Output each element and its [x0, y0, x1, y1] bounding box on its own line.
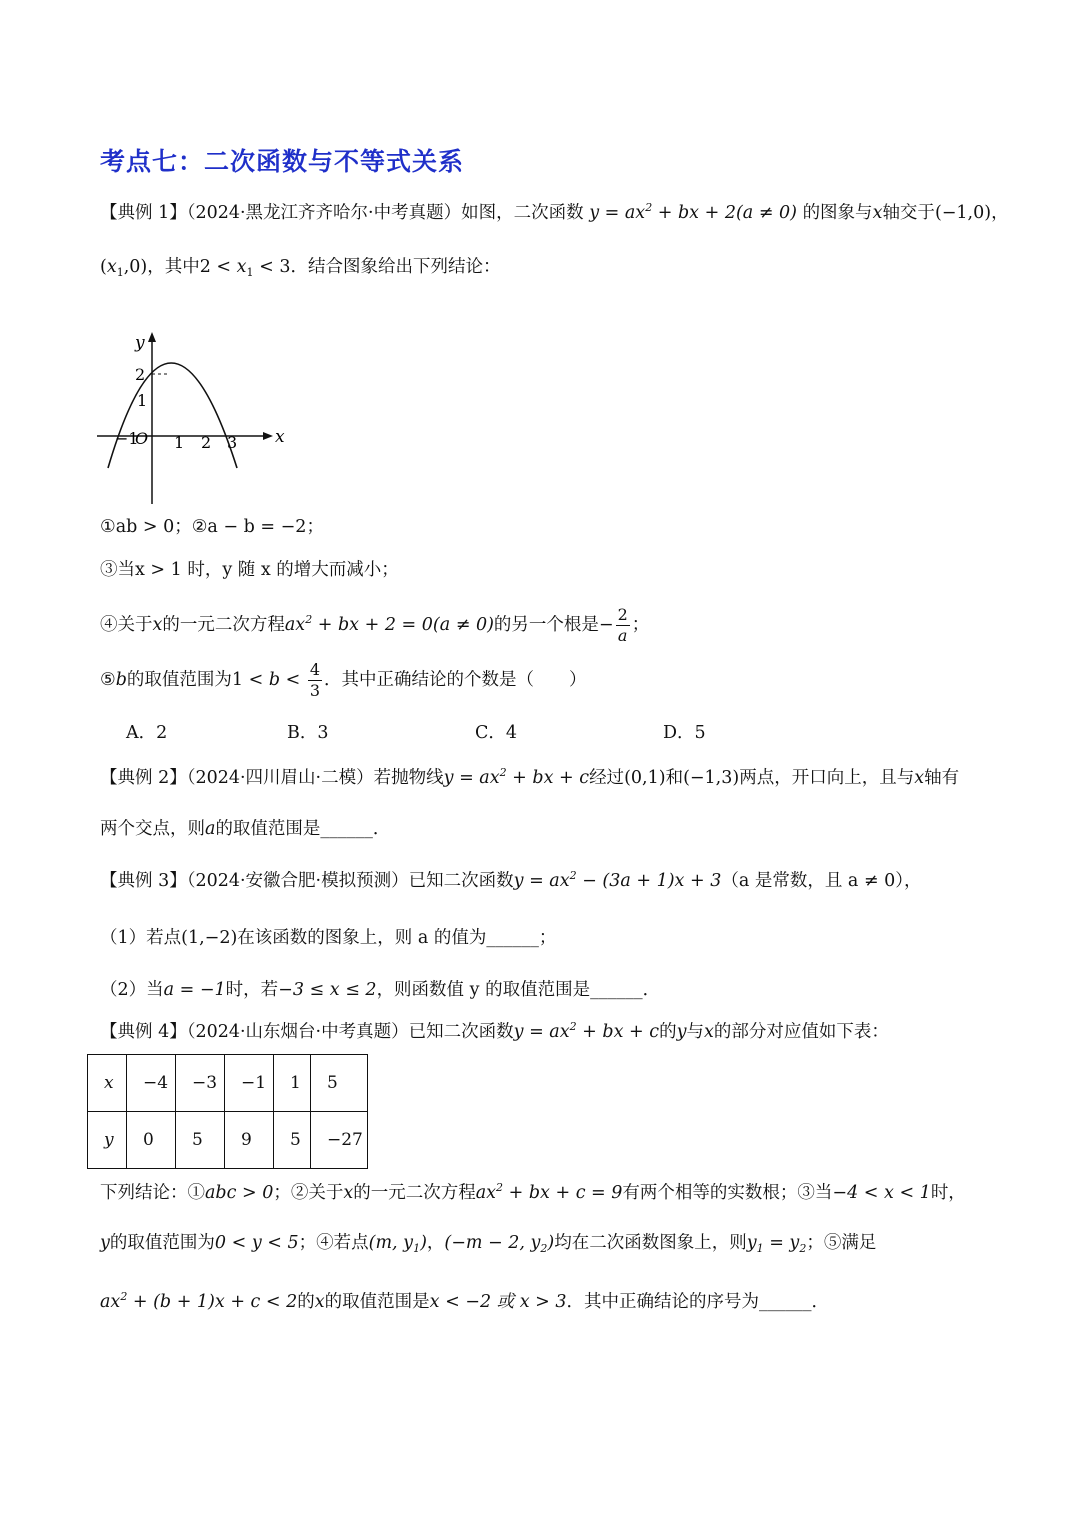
- example4-line1: 【典例 4】（2024·山东烟台·中考真题）已知二次函数$y = ax^2$ + bx + c的y与x的部分对应值如下表：: [100, 1020, 889, 1042]
- section-title: 考点七：二次函数与不等式关系: [100, 147, 465, 176]
- example3-text-b: （a 是常数，且 a ≠ 0），: [721, 871, 922, 891]
- example3-q2-a: （2）当: [100, 980, 164, 1000]
- example1-text-b: 的图象与: [802, 203, 873, 223]
- example2-text-d: 两点，开口向上，且与: [739, 768, 915, 788]
- example3-line1: [100, 871, 922, 892]
- x-tick-1: 1: [174, 433, 185, 452]
- c4-equation: $ax^2$ + bx + 2 = 0(a ≠ 0): [284, 613, 494, 635]
- conclusion-1-2: ①ab > 0；②a − b = −2；: [100, 517, 324, 537]
- example2-text-c: 和: [665, 768, 684, 788]
- y-tick-1: 1: [137, 391, 148, 410]
- example2-text-a: 若抛物线: [373, 768, 444, 788]
- conclusion-4: ④关于x的一元二次方程$ax^2$ + bx + 2 = 0(a ≠ 0)的另一个根是− $\frac{2}{a}$ ；: [100, 605, 650, 645]
- example4-l1-b: ；②关于: [273, 1183, 344, 1203]
- example1-text: 如图，二次函数: [461, 203, 584, 223]
- c5-frac-den: 3: [309, 681, 321, 700]
- example3-q2-range: −3 ≤ x ≤ 2: [278, 980, 377, 1000]
- table-cell: −1: [225, 1055, 274, 1112]
- example4-l1-e: 时，: [930, 1183, 966, 1203]
- example4-text-c: 与: [686, 1022, 704, 1042]
- example4-text-a: 已知二次函数: [408, 1022, 514, 1042]
- example4-l2-p1: (m, $y_1$): [368, 1233, 427, 1255]
- example1-point1: (−1,0): [934, 203, 992, 223]
- example4-l2-a: 的取值范围为: [109, 1233, 215, 1253]
- example1-tag: 【典例 1】: [100, 203, 187, 223]
- table-row: [88, 1112, 368, 1169]
- example2-line2: 两个交点，则a的取值范围是______．: [100, 819, 391, 839]
- conclusion-3: ③当x > 1 时，y 随 x 的增大而减小；: [100, 560, 399, 580]
- example3-tag: 【典例 3】: [100, 871, 187, 891]
- example4-l2-range: 0 < y < 5: [214, 1233, 299, 1253]
- example4-l1-d: 有两个相等的实数根；③当: [622, 1183, 833, 1203]
- x-axis-label: x: [275, 427, 285, 447]
- option-c[interactable]: C．4: [475, 723, 518, 743]
- values-table: [87, 1054, 368, 1169]
- x-axis-arrow-icon: [263, 432, 273, 440]
- example2-tag: 【典例 2】: [100, 768, 187, 788]
- parabola-curve: [108, 363, 237, 468]
- example2-text-e: 轴有: [924, 768, 960, 788]
- example1-source: （2024·黑龙江齐齐哈尔·中考真题）: [186, 203, 462, 223]
- example2-text-b: 经过: [589, 768, 625, 788]
- example1-text-d: ，其中: [147, 257, 200, 277]
- example1-formula: $y = ax^2$ + bx + 2(a ≠ 0): [589, 201, 797, 223]
- table-cell: −3: [176, 1055, 225, 1112]
- example2-source: （2024·四川眉山·二模）: [186, 768, 374, 788]
- c5-frac-num: 4: [309, 660, 321, 679]
- example4-l2-eq: $y_1 = y_2$: [746, 1233, 807, 1255]
- example2-point2: (−1,3): [683, 768, 740, 788]
- example4-l1-range: −4 < x < 1: [832, 1183, 931, 1203]
- c4-text-b: 的一元二次方程: [162, 615, 285, 635]
- conclusion-5: ⑤b的取值范围为1 < b < $\frac{4}{3}$ ．其中正确结论的个数是（ ）: [100, 660, 587, 700]
- example3-q1-b: 在该函数的图象上，则 a 的值为______；: [237, 928, 557, 948]
- table-cell: 5: [176, 1112, 225, 1169]
- example4-text-b: 的: [659, 1022, 677, 1042]
- option-d[interactable]: D．5: [663, 723, 706, 743]
- c5-text-b: 的取值范围为: [126, 670, 232, 690]
- c5-text-a: ⑤: [100, 670, 116, 690]
- example4-l2-b: ；④若点: [298, 1233, 369, 1253]
- y-axis-label: y: [135, 333, 145, 353]
- example3-q2-c: ，则函数值 y 的取值范围是______．: [376, 980, 661, 1000]
- example4-l2-d: 均在二次函数图象上，则: [554, 1233, 747, 1253]
- table-row: [88, 1055, 368, 1112]
- c5-fraction: [308, 660, 322, 701]
- origin-label: O: [135, 429, 149, 448]
- example4-l2-c: ，: [426, 1233, 445, 1253]
- option-a[interactable]: A．2: [126, 723, 168, 743]
- example4-l1-c: 的一元二次方程: [353, 1183, 476, 1203]
- c5-text-c: ．其中正确结论的个数是（ ）: [324, 670, 587, 690]
- table-cell: 0: [127, 1112, 176, 1169]
- example3-q1-point: (1,−2): [181, 928, 238, 948]
- c4-x-symbol: x: [152, 615, 163, 635]
- example4-conclusions-line1: 下列结论：①abc > 0；②关于x的一元二次方程$ax^2$ + bx + c = 9有两个相等的实数根；③当−4 < x < 1时，: [100, 1181, 966, 1203]
- example2-line2-b: 的取值范围是______．: [215, 819, 391, 839]
- option-b[interactable]: B．3: [287, 723, 329, 743]
- c4-fraction: [616, 605, 630, 646]
- example4-text-d: 的部分对应值如下表：: [713, 1022, 889, 1042]
- example1-x-symbol: x: [872, 203, 883, 223]
- parabola-graph: [95, 328, 285, 504]
- example3-q1-a: （1）若点: [100, 928, 182, 948]
- example4-l3-a: 的: [297, 1292, 315, 1312]
- y-tick-2: 2: [135, 365, 146, 384]
- example4-tag: 【典例 4】: [100, 1022, 187, 1042]
- example1-line1: 【典例 1】（2024·黑龙江齐齐哈尔·中考真题）如图，二次函数 $y = ax^2$ + bx + 2(a ≠ 0) 的图象与x轴交于(−1,0)，: [100, 201, 1009, 223]
- example4-conclusions-line3: $ax^2 + (b + 1)x + c < 2$的x的取值范围是x < −2 或 x > 3．其中正确结论的序号为______．: [100, 1290, 830, 1312]
- example4-conclusions-line2: y的取值范围为0 < y < 5；④若点(m, $y_1$)，(−m − 2, $y_2$)均在二次函数图象上，则$y_1 = y_2$；⑤满足: [100, 1233, 877, 1255]
- table-cell: 1: [274, 1055, 311, 1112]
- table-cell: −4: [127, 1055, 176, 1112]
- example1-point2: $(x_1,0)$: [100, 257, 148, 279]
- example2-point1: (0,1): [624, 768, 666, 788]
- example2-formula: $y = ax^2$ + bx + c: [443, 766, 590, 788]
- table-cell: 5: [274, 1112, 311, 1169]
- example3-source: （2024·安徽合肥·模拟预测）: [186, 871, 409, 891]
- example4-source: （2024·山东烟台·中考真题）: [186, 1022, 409, 1042]
- y-axis-arrow-icon: [148, 332, 156, 342]
- table-header-x: x: [88, 1055, 127, 1112]
- c4-frac-num: 2: [617, 605, 628, 624]
- example4-l3-b: 的取值范围是: [324, 1292, 430, 1312]
- table-cell: 5: [311, 1055, 368, 1112]
- c4-text-a: ④关于: [100, 615, 153, 635]
- table-header-y: y: [88, 1112, 127, 1169]
- example4-l2-p2: (−m − 2, $y_2$): [444, 1233, 555, 1255]
- example2-line2-a: 两个交点，则: [100, 819, 205, 839]
- example3-q2-b: 时，若: [225, 980, 279, 1000]
- example4-l3-ineq: $ax^2 + (b + 1)x + c < 2$: [100, 1290, 298, 1312]
- example4-l3-c: ．其中正确结论的序号为______．: [566, 1292, 830, 1312]
- table-cell: −27: [311, 1112, 368, 1169]
- example1-text-c: 轴交于: [882, 203, 935, 223]
- c4-frac-den: a: [617, 626, 628, 645]
- example1-text-e: ．结合图象给出下列结论：: [290, 257, 501, 277]
- example4-l1-abc: abc > 0: [205, 1183, 274, 1203]
- example4-l1-eq: $ax^2$ + bx + c = 9: [475, 1181, 623, 1203]
- c5-b-symbol: b: [115, 670, 127, 690]
- example3-formula: $y = ax^2 - (3a + 1)x + 3$: [513, 869, 722, 891]
- example3-q1: [100, 928, 556, 949]
- example3-q2: [100, 980, 660, 1001]
- example2-line1: 【典例 2】（2024·四川眉山·二模）若抛物线$y = ax^2$ + bx + c经过(0,1)和(−1,3)两点，开口向上，且与x轴有: [100, 766, 960, 788]
- x-tick-2: 2: [201, 433, 212, 452]
- c4-text-c: 的另一个根是: [493, 615, 599, 635]
- example1-condition: $2 < x_1 < 3$: [199, 257, 291, 279]
- x-tick-neg1: −1: [115, 429, 139, 448]
- example4-l3-sol: x < −2 或 x > 3: [429, 1292, 567, 1312]
- example4-formula: $y = ax^2$ + bx + c: [513, 1020, 660, 1042]
- example4-l2-e: ；⑤满足: [806, 1233, 877, 1253]
- example3-q2-cond: a = −1: [163, 980, 226, 1000]
- table-cell: 9: [225, 1112, 274, 1169]
- example1-line2: [100, 257, 500, 278]
- example3-text-a: 已知二次函数: [408, 871, 514, 891]
- x-tick-3: 3: [227, 433, 238, 452]
- example4-l1-a: 下列结论：①: [100, 1183, 205, 1203]
